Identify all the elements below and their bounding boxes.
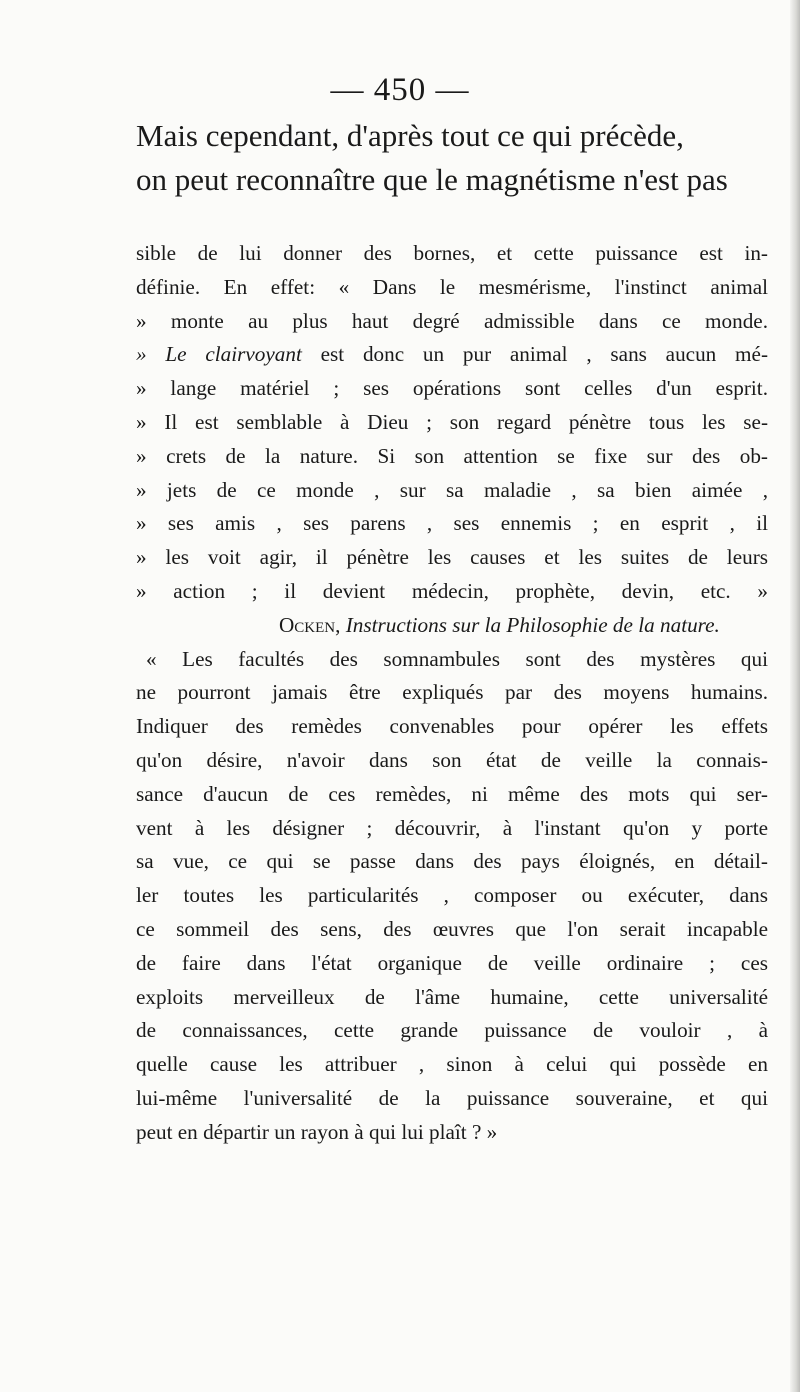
text-line: ne pourront jamais être expliqués par des moyens humains. xyxy=(136,680,768,705)
text-line: « Les facultés des somnambules sont des mystères qui xyxy=(146,646,768,671)
text-line: » Il est semblable à Dieu ; son regard pénètre tous les se- xyxy=(136,409,768,434)
italic-term: » Le clairvoyant xyxy=(136,342,302,367)
text-line: ce sommeil des sens, des œuvres que l'on serait incapable xyxy=(136,916,768,941)
quotation-block xyxy=(136,237,768,1150)
text-line: » les voit agir, il pénètre les causes et les suites de leurs xyxy=(136,545,768,570)
page-number: — 450 — xyxy=(330,72,470,108)
text-line: » ses amis , ses parens , ses ennemis ; en esprit , il xyxy=(136,511,768,536)
text-line: sa vue, ce qui se passe dans des pays éloignés, en détail- xyxy=(136,849,768,874)
text-line: » crets de la nature. Si son attention se fixe sur des ob- xyxy=(136,443,768,468)
text-line: » lange matériel ; ses opérations sont celles d'un esprit. xyxy=(136,376,768,401)
text-line: quelle cause les attribuer , sinon à celui qui possède en xyxy=(136,1052,768,1077)
citation-separator: , xyxy=(335,612,346,637)
text-line: de faire dans l'état organique de veille ordinaire ; ces xyxy=(136,950,768,975)
text-fragment: est donc un pur animal , sans aucun mé- xyxy=(301,342,768,367)
page-top-paragraph xyxy=(136,114,776,202)
text-line: Mais cependant, d'après tout ce qui précède, xyxy=(136,118,684,153)
citation-reference xyxy=(136,609,768,643)
text-line: définie. En effet: « Dans le mesmérisme, l'instinct animal xyxy=(136,274,768,299)
text-line: ler toutes les particularités , composer ou exécuter, dans xyxy=(136,883,768,908)
text-line: » jets de ce monde , sur sa maladie , sa bien aimée , xyxy=(136,477,768,502)
citation-title: Instructions sur la Philosophie de la nature. xyxy=(345,612,720,637)
text-line: de connaissances, cette grande puissance de vouloir , à xyxy=(136,1018,768,1043)
text-line: peut en départir un rayon à qui lui plaît ? » xyxy=(136,1119,498,1144)
text-line: » monte au plus haut degré admissible dans ce monde. xyxy=(136,308,768,333)
text-line: on peut reconnaître que le magnétisme n'est pas xyxy=(136,162,728,197)
page-edge-shadow xyxy=(790,0,800,1392)
text-line xyxy=(136,338,768,372)
text-line: vent à les désigner ; découvrir, à l'instant qu'on y porte xyxy=(136,815,768,840)
text-line: lui-même l'universalité de la puissance souveraine, et qui xyxy=(136,1085,768,1110)
text-line: sible de lui donner des bornes, et cette puissance est in- xyxy=(136,241,768,265)
text-line: » action ; il devient médecin, prophète, devin, etc. » xyxy=(136,578,768,603)
text-line: Indiquer des remèdes convenables pour opérer les effets xyxy=(136,714,768,739)
text-line: exploits merveilleux de l'âme humaine, cette universalité xyxy=(136,984,768,1009)
text-line: qu'on désire, n'avoir dans son état de veille la connais- xyxy=(136,747,768,772)
citation-author: Ocken xyxy=(279,612,336,637)
text-line: sance d'aucun de ces remèdes, ni même des mots qui ser- xyxy=(136,781,768,806)
